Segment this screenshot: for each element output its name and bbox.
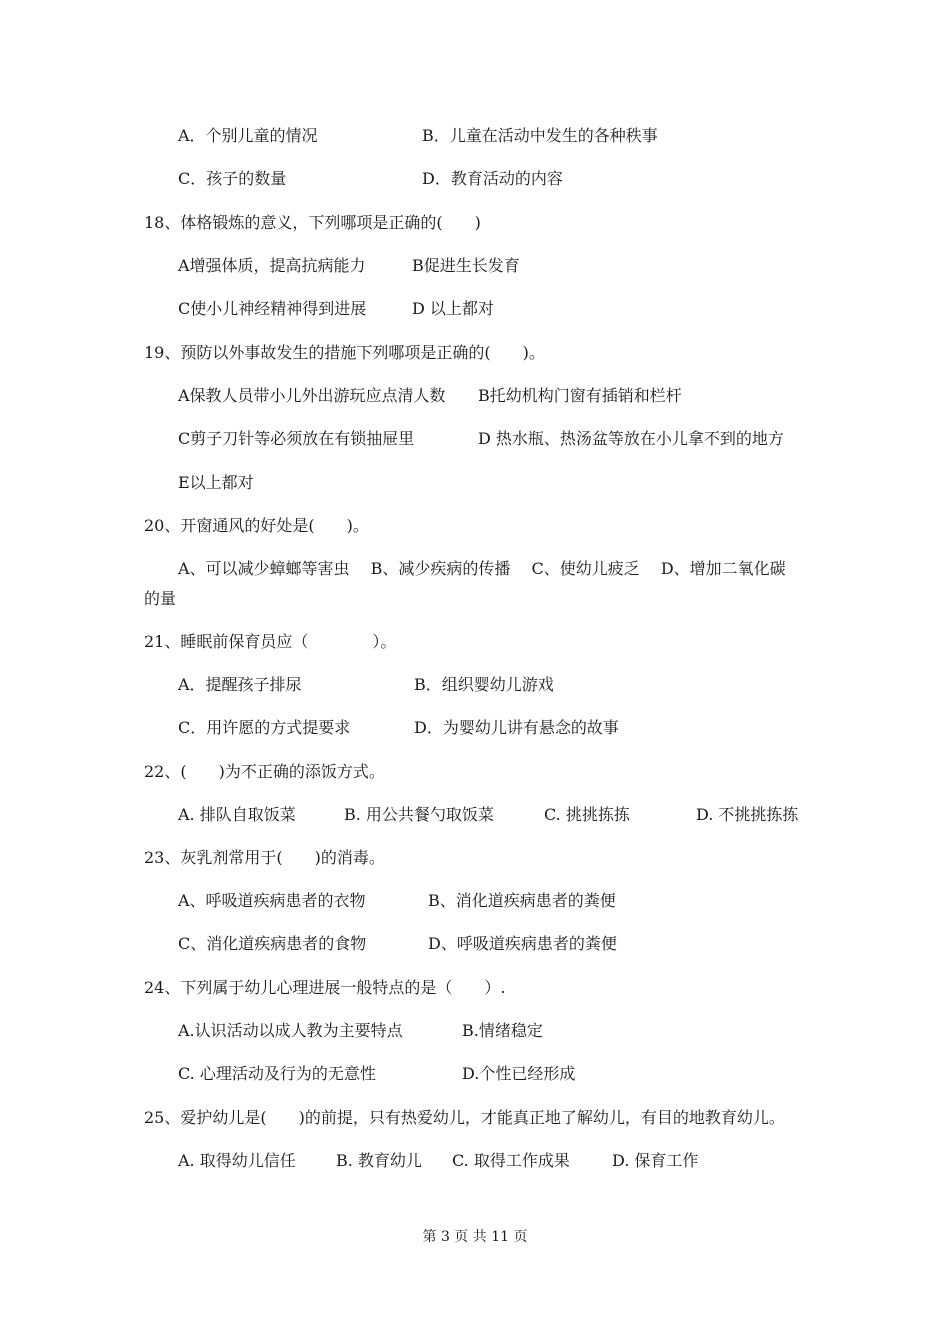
q25-option-a: A. 取得幼儿信任 <box>178 1151 296 1170</box>
q24-option-c: C. 心理活动及行为的无意性 <box>178 1064 376 1083</box>
q19-stem: 19、预防以外事故发生的措施下列哪项是正确的( )。 <box>144 343 545 362</box>
q19-option-e: E以上都对 <box>178 473 254 492</box>
q24-option-a: A.认识活动以成人教为主要特点 <box>178 1021 403 1040</box>
q25-option-c: C. 取得工作成果 <box>452 1151 570 1170</box>
q17-option-c: C．孩子的数量 <box>178 169 287 188</box>
q21-option-b: B．组织婴幼儿游戏 <box>414 675 554 694</box>
q18-stem: 18、体格锻炼的意义，下列哪项是正确的( ) <box>144 213 481 232</box>
q23-option-a: A、呼吸道疾病患者的衣物 <box>178 891 366 910</box>
q24-option-b: B.情绪稳定 <box>462 1021 543 1040</box>
q21-option-d: D．为婴幼儿讲有悬念的故事 <box>414 718 619 737</box>
page-number: 第 3 页 共 11 页 <box>422 1229 528 1245</box>
q22-stem: 22、( )为不正确的添饭方式。 <box>144 762 385 781</box>
q25-option-d: D. 保育工作 <box>612 1151 699 1170</box>
q19-option-a: A保教人员带小儿外出游玩应点清人数 <box>178 386 446 405</box>
q24-option-d: D.个性已经形成 <box>462 1064 576 1083</box>
q20-stem: 20、开窗通风的好处是( )。 <box>144 516 369 535</box>
q18-option-d: D 以上都对 <box>412 299 494 318</box>
q24-stem: 24、下列属于幼儿心理进展一般特点的是（ ）. <box>144 978 506 997</box>
q22-option-a: A. 排队自取饭菜 <box>178 805 296 824</box>
q18-option-b: B促进生长发育 <box>412 256 520 275</box>
q19-option-b: B托幼机构门窗有插销和栏杆 <box>478 386 682 405</box>
q17-option-d: D．教育活动的内容 <box>422 169 563 188</box>
q20-options-line-2: 的量 <box>144 589 177 608</box>
q23-option-b: B、消化道疾病患者的粪便 <box>428 891 616 910</box>
q22-option-c: C. 挑挑拣拣 <box>544 805 630 824</box>
q22-option-d: D. 不挑挑拣拣 <box>696 805 799 824</box>
q17-option-b: B．儿童在活动中发生的各种秩事 <box>422 126 658 145</box>
q25-option-b: B. 教育幼儿 <box>336 1151 422 1170</box>
q21-option-a: A．提醒孩子排尿 <box>178 675 302 694</box>
q19-option-d: D 热水瓶、热汤盆等放在小儿拿不到的地方 <box>478 429 784 448</box>
q18-option-c: C使小儿神经精神得到进展 <box>178 299 367 318</box>
q18-option-a: A增强体质，提高抗病能力 <box>178 256 366 275</box>
q21-stem: 21、睡眠前保育员应（ ）。 <box>144 632 397 651</box>
q25-stem: 25、爱护幼儿是( )的前提，只有热爱幼儿，才能真正地了解幼儿，有目的地教育幼儿。 <box>144 1108 785 1127</box>
q23-option-c: C、消化道疾病患者的食物 <box>178 934 367 953</box>
q19-option-c: C剪子刀针等必须放在有锁抽屉里 <box>178 429 415 448</box>
q22-option-b: B. 用公共餐勺取饭菜 <box>344 805 494 824</box>
q21-option-c: C．用许愿的方式提要求 <box>178 718 351 737</box>
q17-option-a: A．个别儿童的情况 <box>178 126 318 145</box>
q23-stem: 23、灰乳剂常用于( )的消毒。 <box>144 848 385 867</box>
q23-option-d: D、呼吸道疾病患者的粪便 <box>428 934 617 953</box>
q20-options-line-1: A、可以减少蟑螂等害虫 B、减少疾病的传播 C、使幼儿疲乏 D、增加二氧化碳 <box>178 559 786 578</box>
